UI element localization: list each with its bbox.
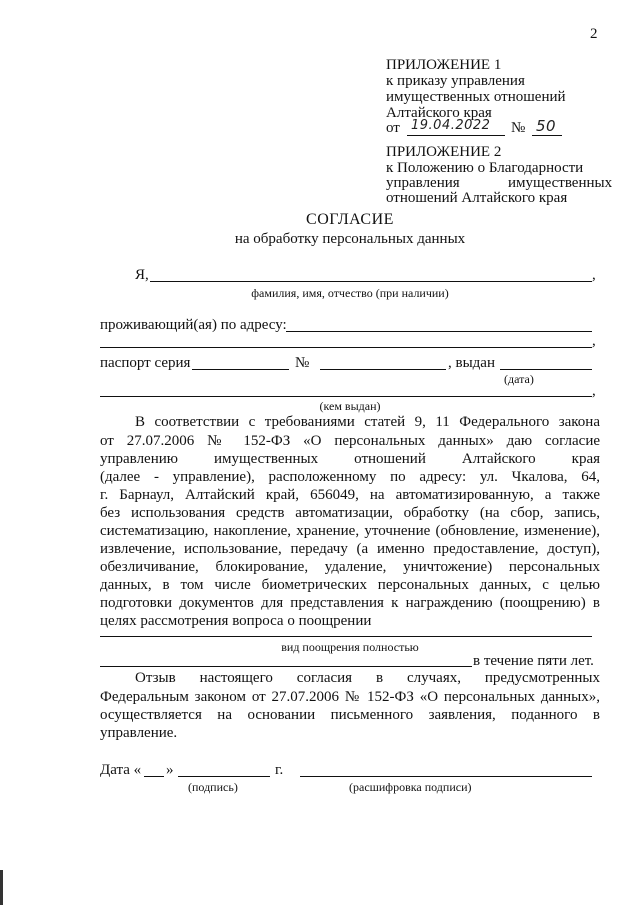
revoke-last-line: управление.: [100, 725, 178, 741]
scan-edge-mark: [0, 870, 3, 905]
date-month-line[interactable]: [178, 776, 270, 777]
award-caption: вид поощрения полностью: [281, 640, 419, 654]
date-day-line[interactable]: [144, 776, 164, 777]
address-line-2[interactable]: [100, 347, 592, 348]
year-label: г.: [275, 762, 284, 778]
body-line-10: подготовки документов для представления к награждению (поощрению) в: [100, 595, 600, 611]
annex1-line1: к приказу управления: [386, 73, 525, 89]
annex2-line2a: управления: [386, 175, 460, 191]
body-line-8: обезличивание, блокирование, удаление, уничтожение) персональных: [100, 559, 600, 575]
signature-line[interactable]: [300, 776, 592, 777]
revoke-line-0: Отзыв настоящего согласия в случаях, предусмотренных: [135, 670, 600, 686]
annex1-line2: имущественных отношений: [386, 89, 566, 105]
passport-number-line[interactable]: [320, 369, 446, 370]
address-line-1[interactable]: [286, 331, 592, 332]
passport-series-line[interactable]: [192, 369, 289, 370]
fio-line[interactable]: [150, 281, 592, 282]
fio-caption: фамилия, имя, отчество (при наличии): [251, 286, 449, 300]
annex1-title: ПРИЛОЖЕНИЕ 1: [386, 57, 502, 73]
issued-date-line[interactable]: [500, 369, 592, 370]
doc-subtitle: на обработку персональных данных: [234, 231, 466, 247]
passport-series-label: паспорт серия: [100, 355, 191, 371]
address-comma: ,: [592, 333, 596, 349]
annex2-line3: отношений Алтайского края: [386, 190, 568, 206]
annex1-date-handwritten: 19.04.2022: [411, 118, 491, 133]
decode-caption: (расшифровка подписи): [349, 780, 472, 794]
award-continuation-line[interactable]: [100, 666, 472, 667]
address-label: проживающий(ая) по адресу:: [100, 317, 287, 333]
annex1-number-underline: [532, 135, 562, 136]
body-line-5: без использования средств автоматизации, обработку (на сбор, запись,: [100, 505, 600, 521]
passport-number-label: №: [295, 355, 310, 371]
annex2-title: ПРИЛОЖЕНИЕ 2: [386, 144, 502, 160]
body-line-2: управлению имущественных отношений Алтайского края: [100, 451, 600, 467]
body-line-4: г. Барнаул, Алтайский край, 656049, на автоматизированную, а также: [100, 487, 600, 503]
date-close-quote: »: [166, 762, 174, 778]
body-line-1: от 27.07.2006 № 152-ФЗ «О персональных данных» даю согласие: [100, 433, 600, 449]
body-line-7: извлечение, использование, передачу (а именно предоставление, доступ),: [100, 541, 600, 557]
annex1-line3: Алтайского края: [386, 105, 492, 121]
date-label: Дата «: [100, 762, 142, 778]
doc-title: СОГЛАСИЕ: [306, 211, 394, 228]
i-label: Я,: [135, 267, 149, 283]
annex1-date-prefix: от: [386, 120, 400, 136]
term-text: в течение пяти лет.: [473, 653, 594, 669]
date-caption: (дата): [504, 372, 534, 386]
revoke-line-2: осуществляется на основании письменного заявления, поданного в: [100, 707, 600, 723]
sign-caption: (подпись): [188, 780, 238, 794]
body-line-3: (далее - управление), расположенному по адресу: ул. Чкалова, 64,: [100, 469, 600, 485]
body-line-9: данных, в том числе биометрических персональных данных, с целью: [100, 577, 600, 593]
body-last-line: целях рассмотрения вопроса о поощрении: [100, 613, 372, 629]
issued-by-line[interactable]: [100, 396, 592, 397]
body-line-0: В соответствии с требованиями статей 9, 11 Федерального закона: [135, 414, 600, 430]
issued-by-comma: ,: [592, 383, 596, 399]
annex2-line2b: имущественных: [508, 175, 613, 191]
issued-by-caption: (кем выдан): [319, 399, 381, 413]
annex1-number-prefix: №: [511, 120, 526, 136]
issued-label: , выдан: [448, 355, 495, 371]
annex1-number-handwritten: 50: [536, 117, 557, 135]
annex2-line1: к Положению о Благодарности: [386, 160, 584, 176]
annex1-date-underline: [407, 135, 505, 136]
fio-comma: ,: [592, 267, 596, 283]
award-line[interactable]: [100, 636, 592, 637]
body-line-6: систематизацию, накопление, хранение, уточнение (обновление, изменение),: [100, 523, 600, 539]
revoke-line-1: Федеральным законом от 27.07.2006 № 152-ФЗ «О персональных данных»,: [100, 689, 600, 705]
page-number: 2: [590, 26, 598, 42]
